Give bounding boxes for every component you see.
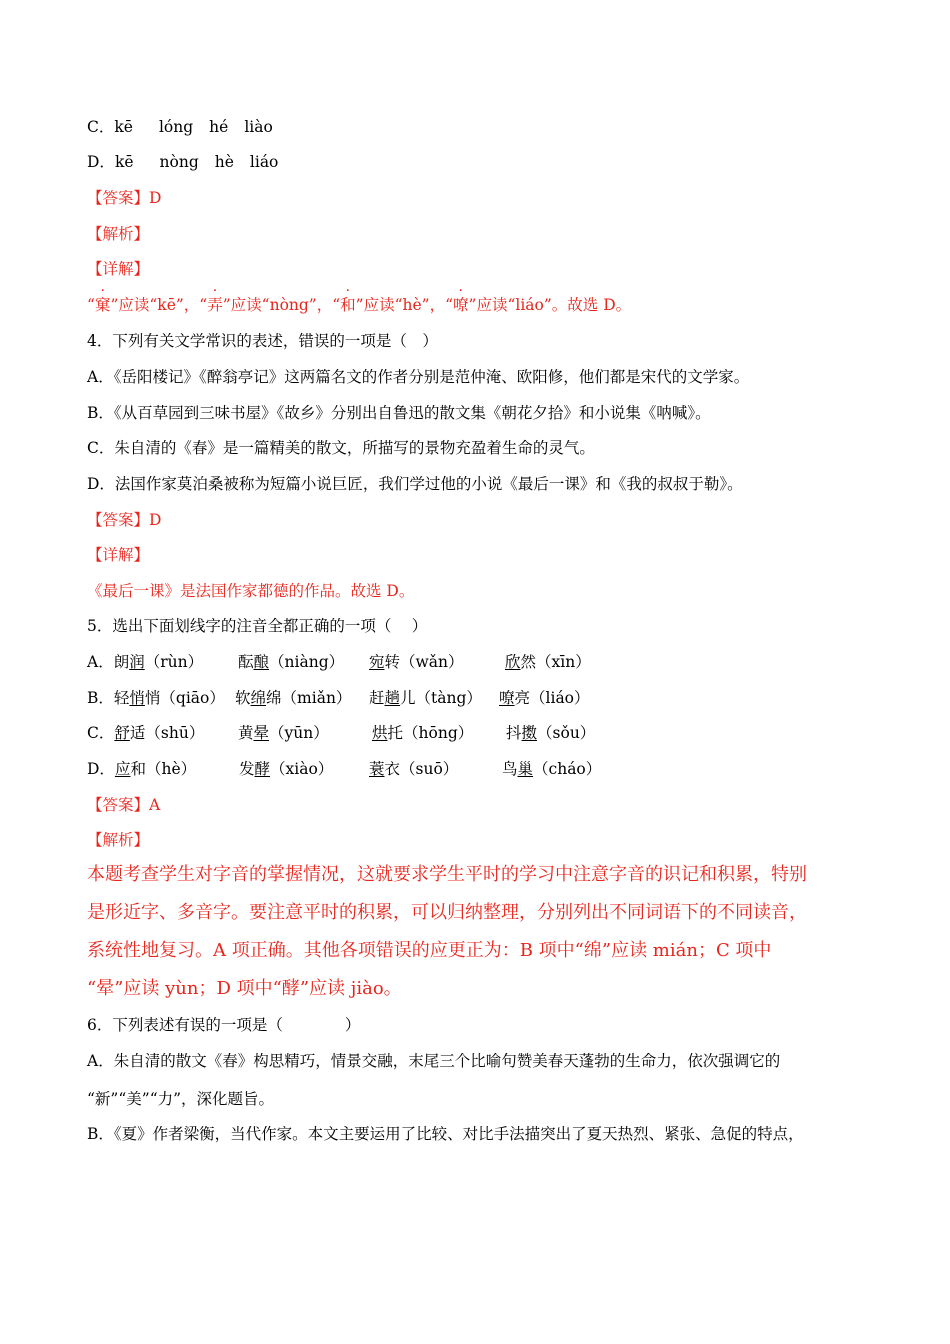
q5-d-item: 蓑衣（suō）	[369, 760, 459, 778]
q5-option-c	[87, 723, 595, 743]
q3-option-c: C．kē lóng hé liào	[87, 118, 273, 136]
q5-d-item: 鸟巢（cháo）	[502, 760, 602, 778]
q3-detail-text: “窠”应读“kē”，“弄”应读“nòng”，“和”应读“hè”，“嘹”应读“liáo”。故选 D。	[87, 296, 632, 314]
q4-option-b: B．《从百草园到三味书屋》《故乡》分别出自鲁迅的散文集《朝花夕拾》和小说集《呐喊》。	[87, 404, 711, 422]
q4-detail-text: 《最后一课》是法国作家都德的作品。故选 D。	[87, 582, 415, 600]
q6-option-b-line1: B．《夏》作者梁衡，当代作家。本文主要运用了比较、对比手法描突出了夏天热烈、紧张、急促的特点，	[87, 1125, 804, 1143]
q6-option-a-line1: A．朱自清的散文《春》构思精巧，情景交融，末尾三个比喻句赞美春天蓬勃的生命力，依次强调它的	[87, 1052, 781, 1070]
q5-d-item: D．应和（hè）	[87, 760, 197, 778]
q5-c-item: 黄晕（yūn）	[238, 724, 329, 742]
q5-option-a	[87, 652, 591, 672]
q5-explain-line: 是形近字、多音字。要注意平时的积累，可以归纳整理，分别列出不同词语下的不同读音，	[87, 902, 807, 923]
q6-stem: 6．下列表述有误的一项是（ ）	[87, 1016, 361, 1034]
q5-a-item: 欣然（xīn）	[505, 653, 591, 671]
q5-option-d	[87, 759, 601, 779]
q5-a-item: 宛转（wǎn）	[369, 653, 464, 671]
q3-detail-label: 【详解】	[87, 260, 150, 278]
q4-option-d: D．法国作家莫泊桑被称为短篇小说巨匠，我们学过他的小说《最后一课》和《我的叔叔于勒》。	[87, 475, 743, 493]
q4-detail-label: 【详解】	[87, 546, 150, 564]
q5-b-item: 软绵绵（miǎn）	[235, 689, 352, 707]
q5-answer: 【答案】A	[87, 796, 161, 814]
q5-c-item: C．舒适（shū）	[87, 724, 205, 742]
q5-b-item: 嘹亮（liáo）	[499, 689, 590, 707]
q5-b-item: B．轻悄悄（qiāo）	[87, 689, 225, 707]
q3-option-d: D．kē nòng hè liáo	[87, 153, 279, 171]
q5-b-item: 赶趟儿（tàng）	[369, 689, 482, 707]
q4-stem: 4．下列有关文学常识的表述，错误的一项是（ ）	[87, 332, 438, 350]
q5-option-b	[87, 688, 590, 708]
q5-analysis-label: 【解析】	[87, 831, 150, 849]
q4-option-a: A．《岳阳楼记》《醉翁亭记》这两篇名文的作者分别是范仲淹、欧阳修，他们都是宋代的文学家。	[87, 368, 750, 386]
q5-c-item: 抖擞（sǒu）	[506, 724, 596, 742]
q6-option-a-line2: “新”“美”“力”，深化题旨。	[87, 1090, 275, 1108]
q5-c-item: 烘托（hōng）	[372, 724, 474, 742]
q4-answer: 【答案】D	[87, 511, 162, 529]
q3-analysis-label: 【解析】	[87, 225, 150, 243]
q4-option-c: C．朱自清的《春》是一篇精美的散文，所描写的景物充盈着生命的灵气。	[87, 439, 595, 457]
q5-a-item: 酝酿（niàng）	[238, 653, 345, 671]
q5-explain-line: 系统性地复习。A 项正确。其他各项错误的应更正为：B 项中“绵”应读 mián；C 项中	[87, 940, 772, 961]
q5-a-item: A．朗润（rùn）	[87, 653, 204, 671]
q3-answer: 【答案】D	[87, 189, 162, 207]
q5-stem: 5．选出下面划线字的注音全都正确的一项（ ）	[87, 617, 428, 635]
q5-explain-line: “晕”应读 yùn；D 项中“酵”应读 jiào。	[87, 978, 402, 999]
q5-explain-line: 本题考查学生对字音的掌握情况，这就要求学生平时的学习中注意字音的识记和积累，特别	[87, 864, 807, 885]
q5-d-item: 发酵（xiào）	[239, 760, 334, 778]
